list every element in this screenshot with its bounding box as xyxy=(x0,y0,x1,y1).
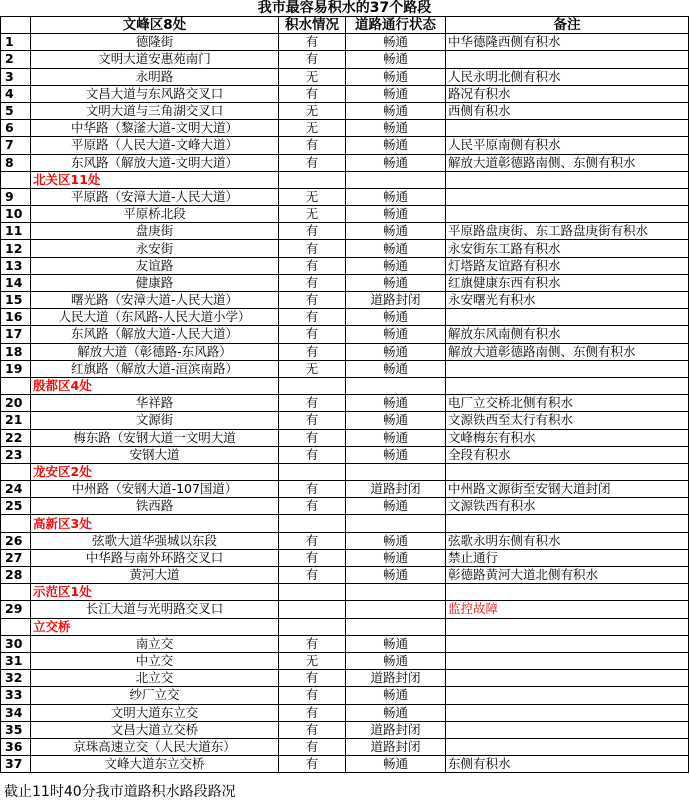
road-name: 平原路（人民大道-文峰大道） xyxy=(31,137,279,154)
remark: 中州路文源街至安钢大道封闭 xyxy=(446,481,689,498)
road-name: 南立交 xyxy=(31,635,279,652)
table-row xyxy=(1,240,689,257)
table-row xyxy=(1,326,689,343)
section-num-cell xyxy=(1,171,31,188)
traffic-status: 畅通 xyxy=(346,326,446,343)
row-number: 13 xyxy=(1,257,31,274)
water-status: 有 xyxy=(279,154,346,171)
traffic-status: 畅通 xyxy=(346,102,446,119)
water-status: 有 xyxy=(279,223,346,240)
road-name: 北立交 xyxy=(31,670,279,687)
road-name: 华祥路 xyxy=(31,395,279,412)
traffic-status: 畅通 xyxy=(346,34,446,51)
water-status: 有 xyxy=(279,635,346,652)
remark xyxy=(446,51,689,68)
road-name: 文明大道与三角湖交叉口 xyxy=(31,102,279,119)
section-empty-cell xyxy=(279,515,346,532)
table-row xyxy=(1,120,689,137)
water-status: 有 xyxy=(279,274,346,291)
water-status: 无 xyxy=(279,120,346,137)
header-water: 积水情况 xyxy=(279,17,346,34)
section-row xyxy=(1,463,689,480)
remark: 东侧有积水 xyxy=(446,756,689,773)
table-row xyxy=(1,687,689,704)
remark: 文源铁西至太行有积水 xyxy=(446,412,689,429)
traffic-status: 道路封闭 xyxy=(346,292,446,309)
row-number: 6 xyxy=(1,120,31,137)
traffic-status: 道路封闭 xyxy=(346,670,446,687)
remark: 文源铁西有积水 xyxy=(446,498,689,515)
table-row xyxy=(1,704,689,721)
section-row xyxy=(1,171,689,188)
water-status: 无 xyxy=(279,206,346,223)
road-name: 黄河大道 xyxy=(31,567,279,584)
traffic-status: 畅通 xyxy=(346,206,446,223)
section-num-cell xyxy=(1,377,31,394)
row-number: 22 xyxy=(1,429,31,446)
remark xyxy=(446,635,689,652)
row-number: 12 xyxy=(1,240,31,257)
remark: 平原路盘庚街、东工路盘庚街有积水 xyxy=(446,223,689,240)
remark: 永安街东工路有积水 xyxy=(446,240,689,257)
section-empty-cell xyxy=(446,515,689,532)
table-title: 我市最容易积水的37个路段 xyxy=(257,0,432,16)
table-row xyxy=(1,85,689,102)
row-number: 16 xyxy=(1,309,31,326)
table-row xyxy=(1,635,689,652)
row-number: 2 xyxy=(1,51,31,68)
section-title: 示范区1处 xyxy=(31,584,279,601)
table-row xyxy=(1,188,689,205)
traffic-status: 畅通 xyxy=(346,652,446,669)
section-empty-cell xyxy=(346,515,446,532)
traffic-status: 畅通 xyxy=(346,188,446,205)
table-row xyxy=(1,274,689,291)
section-empty-cell xyxy=(346,463,446,480)
remark: 弦歌永明东侧有积水 xyxy=(446,532,689,549)
row-number: 14 xyxy=(1,274,31,291)
header-num xyxy=(1,17,31,34)
section-row xyxy=(1,584,689,601)
remark: 人民永明北侧有积水 xyxy=(446,68,689,85)
section-empty-cell xyxy=(279,618,346,635)
row-number: 18 xyxy=(1,343,31,360)
water-status: 有 xyxy=(279,85,346,102)
row-number: 5 xyxy=(1,102,31,119)
table-row xyxy=(1,601,689,618)
section-num-cell xyxy=(1,463,31,480)
road-name: 安钢大道 xyxy=(31,446,279,463)
water-status: 有 xyxy=(279,738,346,755)
remark: 人民平原南侧有积水 xyxy=(446,137,689,154)
traffic-status: 道路封闭 xyxy=(346,481,446,498)
road-name: 平原桥北段 xyxy=(31,206,279,223)
road-name: 人民大道（东风路-人民大道小学） xyxy=(31,309,279,326)
road-name: 德隆街 xyxy=(31,34,279,51)
row-number: 34 xyxy=(1,704,31,721)
remark xyxy=(446,206,689,223)
section-row xyxy=(1,377,689,394)
water-status: 有 xyxy=(279,309,346,326)
road-name: 文明大道安惠苑南门 xyxy=(31,51,279,68)
section-num-cell xyxy=(1,584,31,601)
remark: 中华德隆西侧有积水 xyxy=(446,34,689,51)
row-number: 37 xyxy=(1,756,31,773)
traffic-status: 畅通 xyxy=(346,154,446,171)
table-row xyxy=(1,721,689,738)
table-row xyxy=(1,481,689,498)
water-status: 无 xyxy=(279,360,346,377)
road-name: 中华路（黎滏大道-文明大道） xyxy=(31,120,279,137)
road-name: 京珠高速立交（人民大道东） xyxy=(31,738,279,755)
remark: 解放大道彰德路南侧、东侧有积水 xyxy=(446,154,689,171)
remark xyxy=(446,687,689,704)
section-num-cell xyxy=(1,515,31,532)
traffic-status: 畅通 xyxy=(346,704,446,721)
row-number: 1 xyxy=(1,34,31,51)
remark: 文峰梅东有积水 xyxy=(446,429,689,446)
water-status: 有 xyxy=(279,498,346,515)
table-row xyxy=(1,756,689,773)
row-number: 35 xyxy=(1,721,31,738)
section-title: 北关区11处 xyxy=(31,171,279,188)
water-status: 有 xyxy=(279,687,346,704)
water-status: 有 xyxy=(279,51,346,68)
table-row xyxy=(1,154,689,171)
traffic-status: 畅通 xyxy=(346,85,446,102)
road-name: 永安街 xyxy=(31,240,279,257)
title-row xyxy=(1,0,689,17)
remark: 全段有积水 xyxy=(446,446,689,463)
section-empty-cell xyxy=(446,584,689,601)
remark: 电厂立交桥北侧有积水 xyxy=(446,395,689,412)
water-status: 有 xyxy=(279,326,346,343)
section-empty-cell xyxy=(279,377,346,394)
table-row xyxy=(1,223,689,240)
water-status: 有 xyxy=(279,446,346,463)
remark xyxy=(446,360,689,377)
header-row xyxy=(1,17,689,34)
remark xyxy=(446,309,689,326)
road-name: 文明大道东立交 xyxy=(31,704,279,721)
water-status: 有 xyxy=(279,292,346,309)
section-row xyxy=(1,618,689,635)
row-number: 17 xyxy=(1,326,31,343)
traffic-status: 畅通 xyxy=(346,274,446,291)
table-row xyxy=(1,257,689,274)
table-row xyxy=(1,102,689,119)
row-number: 21 xyxy=(1,412,31,429)
table-row xyxy=(1,549,689,566)
remark xyxy=(446,704,689,721)
traffic-status: 畅通 xyxy=(346,51,446,68)
section-empty-cell xyxy=(446,171,689,188)
row-number: 20 xyxy=(1,395,31,412)
row-number: 8 xyxy=(1,154,31,171)
row-number: 28 xyxy=(1,567,31,584)
water-status: 无 xyxy=(279,102,346,119)
table-row xyxy=(1,532,689,549)
water-status: 有 xyxy=(279,704,346,721)
traffic-status: 畅通 xyxy=(346,549,446,566)
section-empty-cell xyxy=(346,377,446,394)
section-empty-cell xyxy=(446,377,689,394)
remark: 红旗健康东西有积水 xyxy=(446,274,689,291)
traffic-status: 畅通 xyxy=(346,223,446,240)
table-row xyxy=(1,206,689,223)
traffic-status: 畅通 xyxy=(346,68,446,85)
table-row xyxy=(1,343,689,360)
remark: 灯塔路友谊路有积水 xyxy=(446,257,689,274)
road-name: 曙光路（安漳大道-人民大道） xyxy=(31,292,279,309)
traffic-status: 畅通 xyxy=(346,257,446,274)
remark xyxy=(446,188,689,205)
row-number: 29 xyxy=(1,601,31,618)
section-empty-cell xyxy=(279,584,346,601)
row-number: 7 xyxy=(1,137,31,154)
header-status: 道路通行状态 xyxy=(346,17,446,34)
section-empty-cell xyxy=(279,463,346,480)
section-title: 高新区3处 xyxy=(31,515,279,532)
traffic-status: 畅通 xyxy=(346,360,446,377)
traffic-status: 畅通 xyxy=(346,446,446,463)
traffic-status: 畅通 xyxy=(346,395,446,412)
table-row xyxy=(1,567,689,584)
road-name: 文峰大道东立交桥 xyxy=(31,756,279,773)
section-num-cell xyxy=(1,618,31,635)
table-row xyxy=(1,652,689,669)
section-title: 龙安区2处 xyxy=(31,463,279,480)
water-status: 有 xyxy=(279,240,346,257)
row-number: 24 xyxy=(1,481,31,498)
road-name: 健康路 xyxy=(31,274,279,291)
row-number: 30 xyxy=(1,635,31,652)
row-number: 3 xyxy=(1,68,31,85)
traffic-status: 畅通 xyxy=(346,240,446,257)
section-title: 立交桥 xyxy=(31,618,279,635)
row-number: 15 xyxy=(1,292,31,309)
row-number: 32 xyxy=(1,670,31,687)
table-row xyxy=(1,395,689,412)
traffic-status: 畅通 xyxy=(346,343,446,360)
row-number: 19 xyxy=(1,360,31,377)
row-number: 26 xyxy=(1,532,31,549)
road-name: 东风路（解放大道-人民大道） xyxy=(31,326,279,343)
remark xyxy=(446,652,689,669)
road-name: 永明路 xyxy=(31,68,279,85)
table-row xyxy=(1,360,689,377)
road-name: 中立交 xyxy=(31,652,279,669)
table-row xyxy=(1,412,689,429)
traffic-status: 畅通 xyxy=(346,309,446,326)
water-status: 有 xyxy=(279,34,346,51)
traffic-status: 道路封闭 xyxy=(346,721,446,738)
remark xyxy=(446,120,689,137)
remark: 永安曙光有积水 xyxy=(446,292,689,309)
water-status: 有 xyxy=(279,257,346,274)
water-status: 无 xyxy=(279,652,346,669)
remark: 解放东风南侧有积水 xyxy=(446,326,689,343)
row-number: 10 xyxy=(1,206,31,223)
section-empty-cell xyxy=(446,618,689,635)
water-status: 有 xyxy=(279,756,346,773)
remark xyxy=(446,721,689,738)
road-name: 解放大道（彰德路-东风路） xyxy=(31,343,279,360)
road-name: 梅东路（安钢大道一文明大道 xyxy=(31,429,279,446)
table-row xyxy=(1,498,689,515)
road-name: 中州路（安钢大道-107国道） xyxy=(31,481,279,498)
traffic-status: 畅通 xyxy=(346,412,446,429)
remark xyxy=(446,738,689,755)
water-status: 有 xyxy=(279,343,346,360)
row-number: 27 xyxy=(1,549,31,566)
water-status: 有 xyxy=(279,567,346,584)
remark: 解放大道彰德路南侧、东侧有积水 xyxy=(446,343,689,360)
traffic-status: 畅通 xyxy=(346,498,446,515)
row-number: 23 xyxy=(1,446,31,463)
table-row xyxy=(1,68,689,85)
traffic-status: 畅通 xyxy=(346,532,446,549)
traffic-status: 畅通 xyxy=(346,567,446,584)
road-name: 铁西路 xyxy=(31,498,279,515)
remark: 彰德路黄河大道北侧有积水 xyxy=(446,567,689,584)
footer-caption: 截止11时40分我市道路积水路段路况 xyxy=(4,784,236,800)
section-empty-cell xyxy=(446,463,689,480)
table-row xyxy=(1,51,689,68)
water-status: 有 xyxy=(279,549,346,566)
traffic-status: 畅通 xyxy=(346,137,446,154)
road-name: 弦歌大道华强城以东段 xyxy=(31,532,279,549)
traffic-status: 畅通 xyxy=(346,635,446,652)
water-status: 有 xyxy=(279,481,346,498)
water-status: 有 xyxy=(279,412,346,429)
water-status: 无 xyxy=(279,68,346,85)
table-row xyxy=(1,738,689,755)
road-name: 东风路（解放大道-文明大道） xyxy=(31,154,279,171)
header-district: 文峰区8处 xyxy=(31,17,279,34)
remark: 监控故障 xyxy=(446,601,689,618)
water-status: 无 xyxy=(279,188,346,205)
traffic-status: 道路封闭 xyxy=(346,738,446,755)
table-row xyxy=(1,34,689,51)
table-row xyxy=(1,292,689,309)
road-name: 红旗路（解放大道-洹滨南路） xyxy=(31,360,279,377)
traffic-status: 畅通 xyxy=(346,687,446,704)
water-status: 有 xyxy=(279,532,346,549)
row-number: 25 xyxy=(1,498,31,515)
traffic-status: 畅通 xyxy=(346,120,446,137)
road-name: 文昌大道立交桥 xyxy=(31,721,279,738)
remark xyxy=(446,670,689,687)
table-row xyxy=(1,446,689,463)
road-name: 文源街 xyxy=(31,412,279,429)
traffic-status: 畅通 xyxy=(346,756,446,773)
water-status: 有 xyxy=(279,137,346,154)
row-number: 11 xyxy=(1,223,31,240)
water-status xyxy=(279,601,346,618)
road-name: 友谊路 xyxy=(31,257,279,274)
table-row xyxy=(1,137,689,154)
traffic-status xyxy=(346,601,446,618)
remark: 禁止通行 xyxy=(446,549,689,566)
road-name: 文昌大道与东风路交叉口 xyxy=(31,85,279,102)
water-status: 有 xyxy=(279,429,346,446)
section-row xyxy=(1,515,689,532)
road-name: 平原路（安漳大道-人民大道） xyxy=(31,188,279,205)
row-number: 4 xyxy=(1,85,31,102)
road-name: 中华路与南外环路交叉口 xyxy=(31,549,279,566)
road-name: 纱厂立交 xyxy=(31,687,279,704)
road-name: 盘庚街 xyxy=(31,223,279,240)
row-number: 36 xyxy=(1,738,31,755)
table-row xyxy=(1,670,689,687)
road-name: 长江大道与光明路交叉口 xyxy=(31,601,279,618)
row-number: 9 xyxy=(1,188,31,205)
section-empty-cell xyxy=(346,618,446,635)
traffic-status: 畅通 xyxy=(346,429,446,446)
row-number: 31 xyxy=(1,652,31,669)
header-note: 备注 xyxy=(446,17,689,34)
section-title: 殷都区4处 xyxy=(31,377,279,394)
section-empty-cell xyxy=(346,171,446,188)
row-number: 33 xyxy=(1,687,31,704)
section-empty-cell xyxy=(346,584,446,601)
water-status: 有 xyxy=(279,670,346,687)
table-row xyxy=(1,429,689,446)
water-status: 有 xyxy=(279,395,346,412)
remark: 西侧有积水 xyxy=(446,102,689,119)
section-empty-cell xyxy=(279,171,346,188)
remark: 路况有积水 xyxy=(446,85,689,102)
table-row xyxy=(1,309,689,326)
water-status: 有 xyxy=(279,721,346,738)
